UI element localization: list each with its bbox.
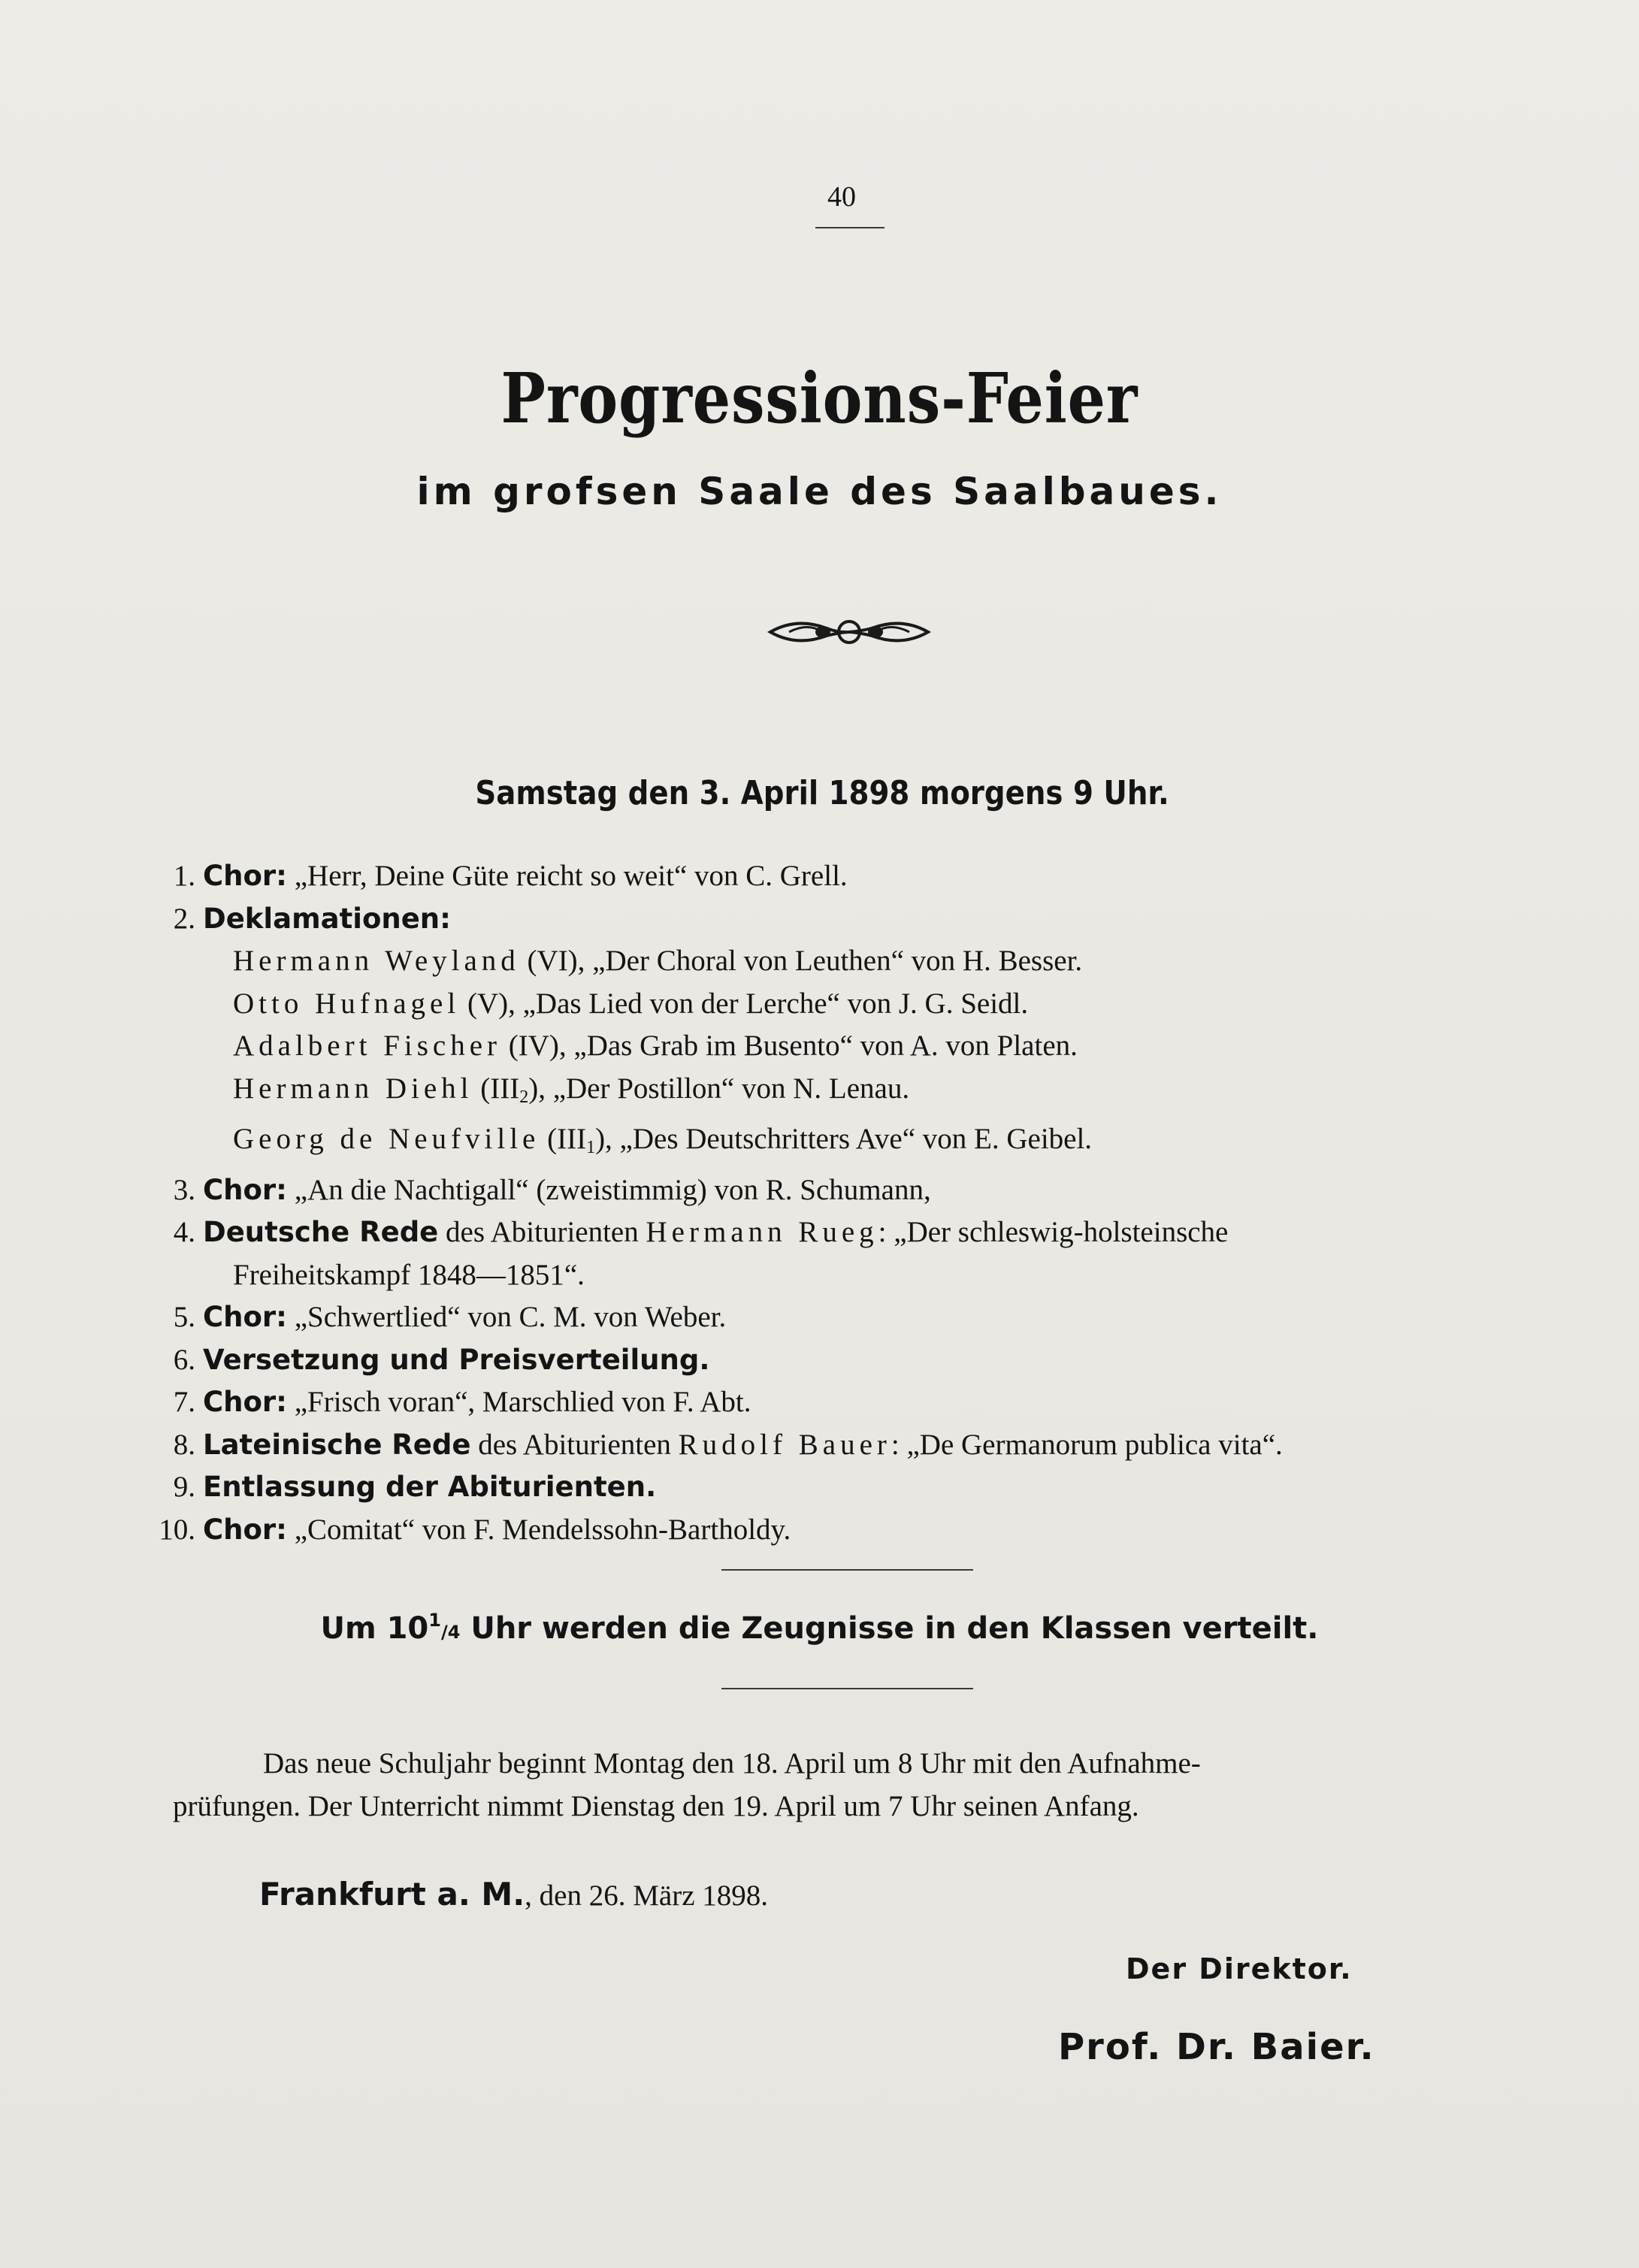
declamation-entry: Hermann Weyland (VI), „Der Choral von Leuthen“ von H. Besser. [233,945,1083,977]
page-number-rule [815,227,885,228]
director-title: Der Direktor. [1126,1952,1353,1985]
section-divider [721,1569,973,1571]
program-list [143,855,1571,1551]
list-item: 1. Chor : „Herr, Deine Güte reicht so weit“ von C. Grell. [173,860,848,892]
list-item: 6. Versetzung und Preisverteilung. [173,1343,710,1376]
list-item: 5. Chor : „Schwertlied“ von C. M. von Weber. [173,1301,727,1333]
list-item: 7. Chor : „Frisch voran“, Marschlied von F. Abt. [173,1386,751,1418]
certificates-notice: Um $10^1/4$ Uhr werden die Zeugnisse in den Klassen verteilt. [320,1610,1319,1646]
ornament-divider-icon [767,606,932,658]
school-year-paragraph: Das neue Schuljahr beginnt Montag den 18. April um 8 Uhr mit den Aufnahme- prüfungen. Der Unterricht nimmt Dienstag den 19. April um 7 Uhr seinen Anfang. [173,1747,1201,1822]
declamation-entry: Hermann Diehl $(III_2)$, „Der Postillon“ von N. Lenau. [233,1072,910,1107]
list-item: 8. Lateinische Rede des Abiturienten Rudolf Bauer : „De Germanorum publica vita“. [173,1428,1283,1461]
subtitle: im grofsen Saale des Saalbaues. [416,470,1223,513]
declamation-entry: Otto Hufnagel (V), „Das Lied von der Lerche“ von J. G. Seidl. [233,987,1029,1020]
signature: Prof. Dr. Baier. [1058,2026,1375,2068]
section-divider [721,1688,973,1689]
list-item: 2. Deklamationen : [173,902,451,935]
list-item: 4. Deutsche Rede des Abiturienten Hermann Rueg : „Der schleswig-holsteinsche [173,1216,1229,1248]
page-number: 40 [827,181,856,213]
list-item-continuation: Freiheitskampf 1848—1851“. [233,1258,585,1291]
declamation-entry: Georg de Neufville $(III_1)$, „Des Deutschritters Ave“ von E. Geibel. [233,1123,1093,1157]
list-item: 3. Chor : „An die Nachtigall“ (zweistimmig) von R. Schumann, [173,1173,931,1206]
event-date-line: Samstag den 3. April 1898 morgens 9 Uhr. [475,774,1169,812]
list-item: 9. Entlassung der Abiturienten. [173,1471,657,1503]
page-title: Progressions-Feier [500,358,1139,439]
list-item: 10. Chor : „Comitat“ von F. Mendelssohn-Bartholdy. [159,1513,791,1546]
place-date-line: Frankfurt a. M., den 26. März 1898. [259,1876,769,1913]
declamation-entry: Adalbert Fischer (IV), „Das Grab im Busento“ von A. von Platen. [233,1030,1078,1062]
